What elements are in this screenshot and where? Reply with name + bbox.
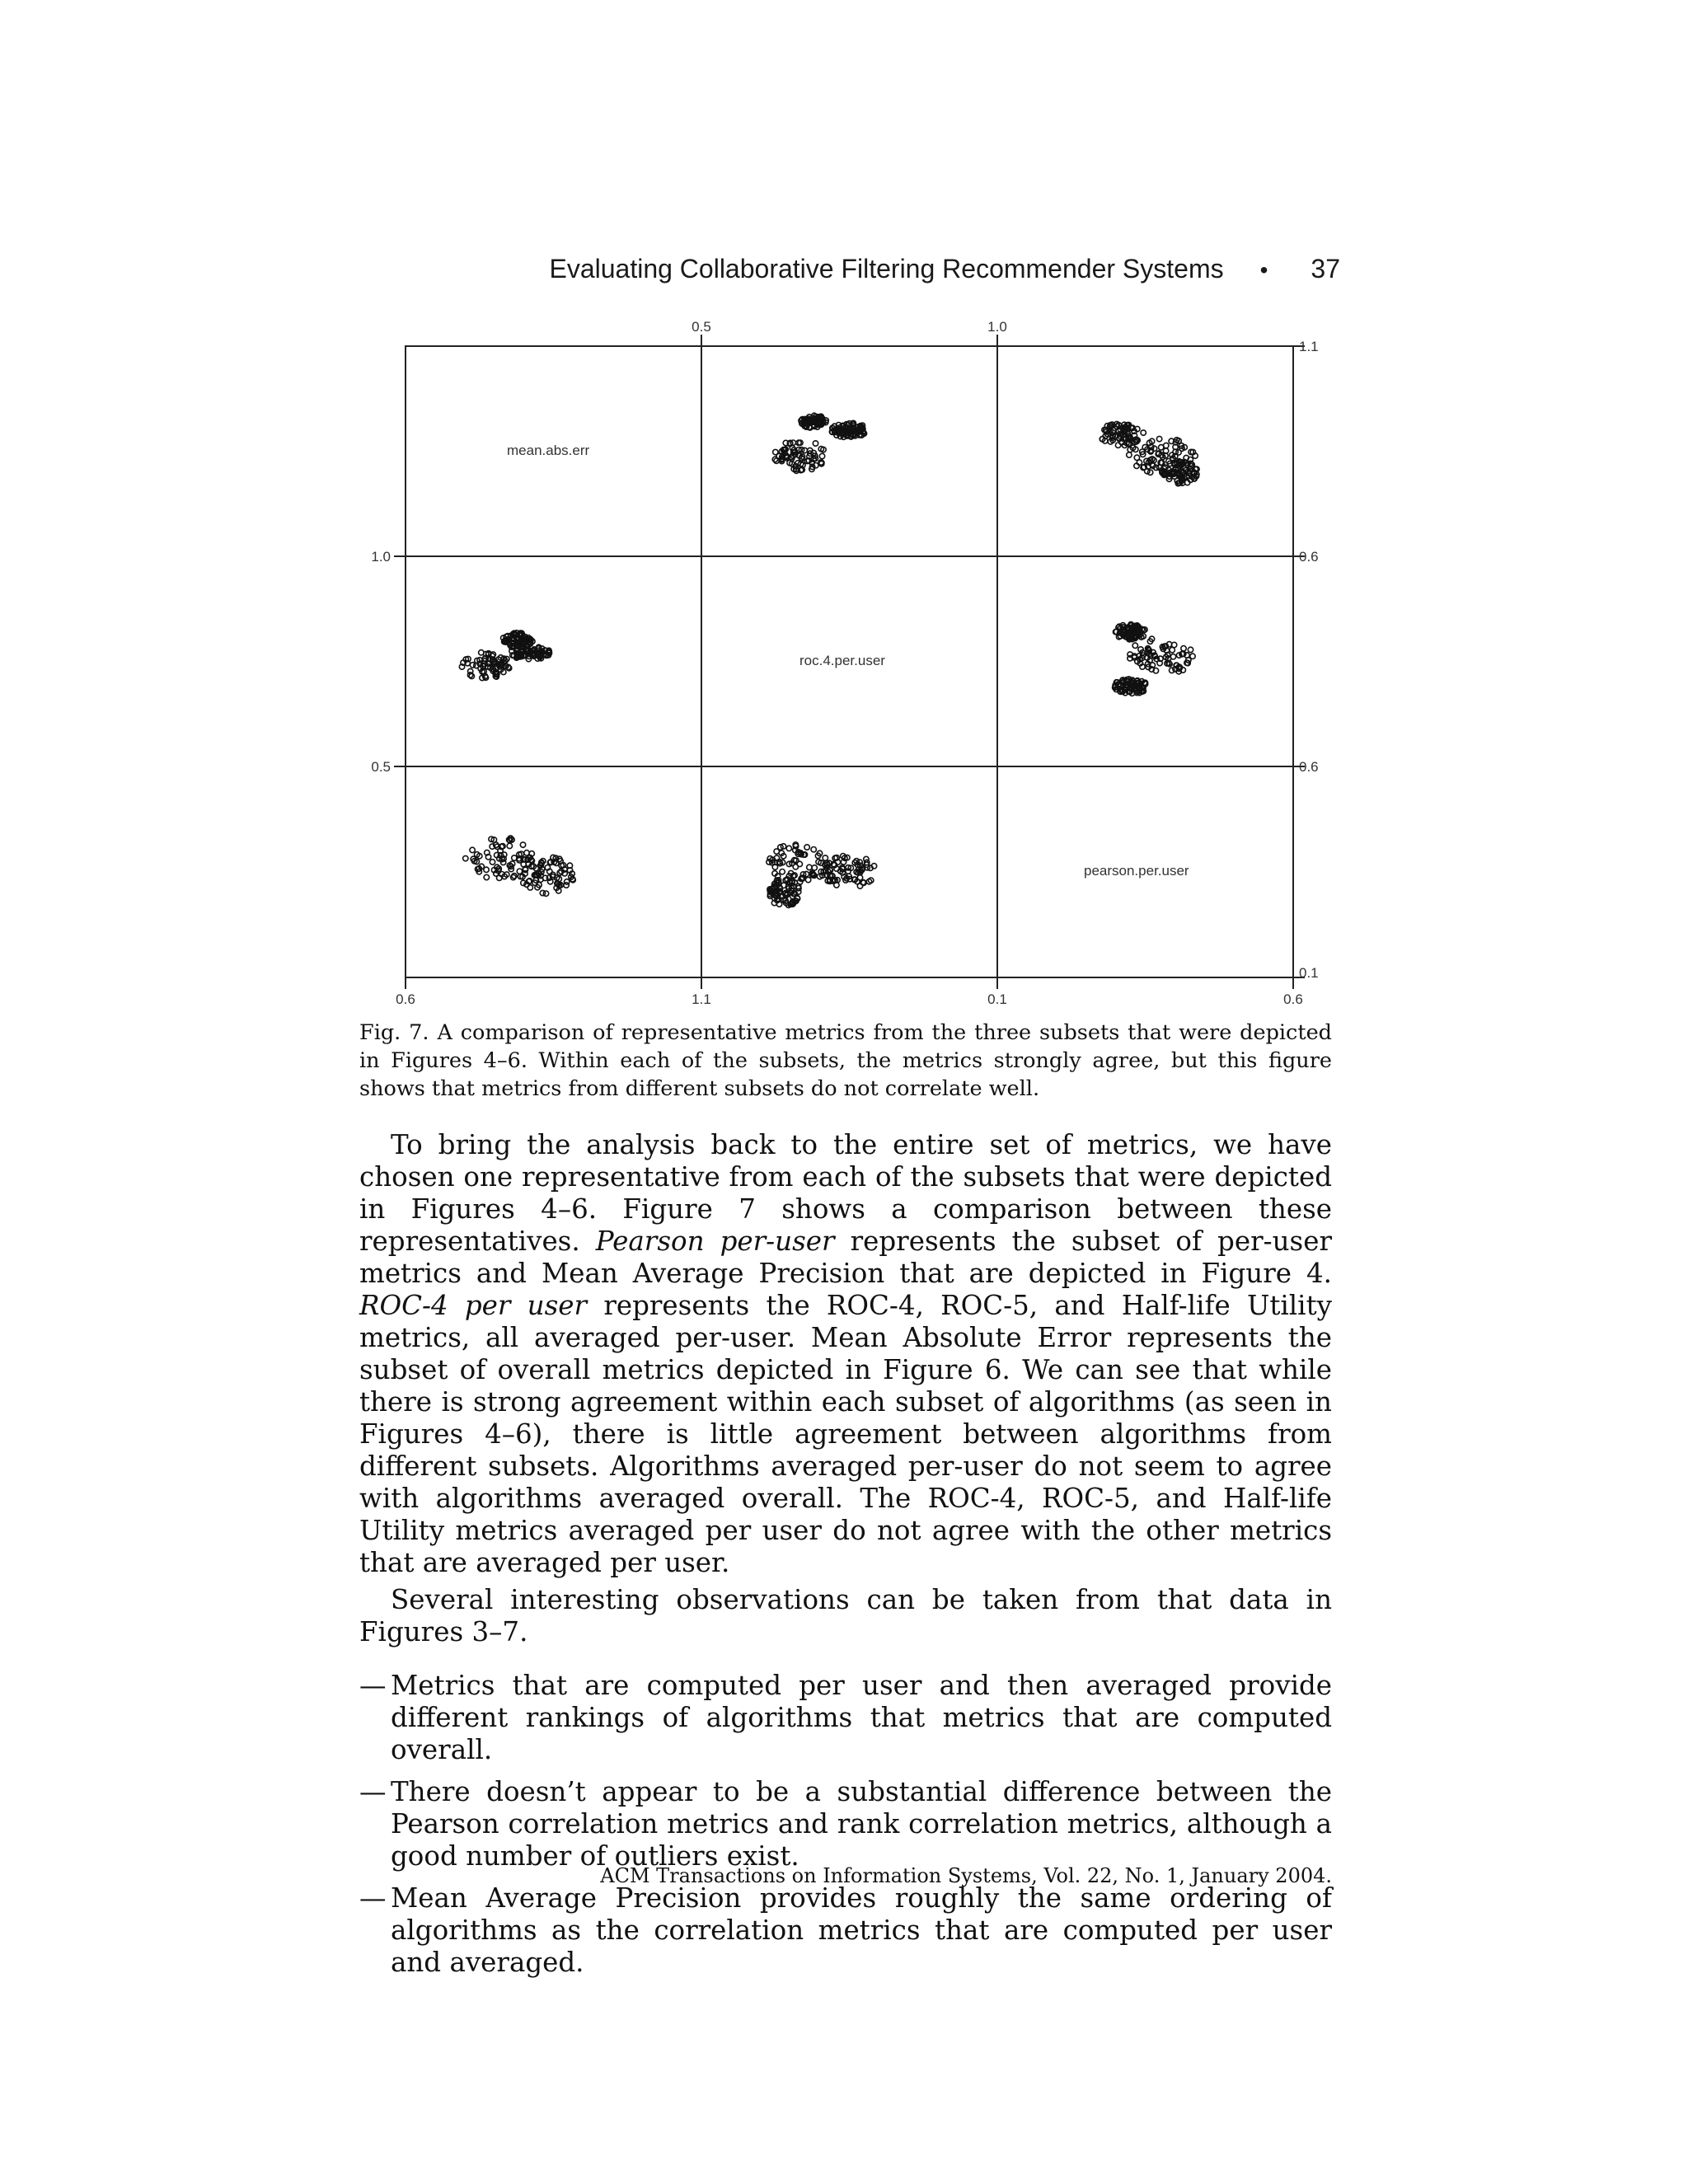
variable-label-roc-4-per-user: roc.4.per.user [799, 653, 885, 668]
scatter-panel-pearson.per.user-vs-mean.abs.err [1100, 421, 1199, 485]
paragraph-1-emphasis-2: ROC-4 per user [359, 1290, 588, 1321]
scatter-point [773, 449, 778, 454]
observation-text: Mean Average Precision provides roughly the same ordering of algorithms as the correlation metrics that are computed per user and averaged. [391, 1882, 1332, 1978]
paragraph-2: Several interesting observations can be taken from that data in Figures 3–7. [359, 1584, 1332, 1647]
scatter-point [819, 453, 824, 458]
top-tick-label-1: 0.5 [692, 319, 711, 335]
paragraph-1-part-a: To bring the analysis back to the entire set of metrics, we have chosen one representative from each of the subsets that were depicted in Figures 4–6. Figure 7 shows a comparison between these representatives. [359, 1129, 1332, 1257]
scatter-point [528, 885, 532, 890]
scatter-point [520, 842, 525, 847]
scatter-point [812, 865, 817, 870]
scatter-point [823, 855, 828, 860]
scatter-point [543, 891, 548, 896]
running-header [359, 254, 1340, 284]
scatter-point [1159, 445, 1164, 450]
scatter-panel-roc.4.per.user-vs-pearson.per.user [767, 842, 877, 908]
scatter-point [467, 673, 472, 677]
scatter-panel-roc.4.per.user-vs-mean.abs.err [772, 413, 866, 473]
scatter-point [1156, 436, 1161, 441]
scatter-point [470, 847, 475, 852]
scatter-point [484, 874, 489, 879]
bottom-tick-label-3: 0.1 [987, 991, 1007, 1007]
observation-item [359, 1882, 1332, 1979]
scatter-point [793, 865, 798, 869]
scatter-point [1127, 452, 1132, 457]
observation-text: There doesn’t appear to be a substantial difference between the Pearson correlation metrics and rank correlation metrics, although a good number of outliers exist. [391, 1776, 1332, 1872]
paragraph-1 [359, 1129, 1332, 1579]
page-number: 37 [1311, 254, 1340, 284]
scatterplot-matrix [354, 313, 1360, 1022]
bottom-tick-label-1: 0.6 [396, 991, 415, 1007]
scatter-panel-pearson.per.user-vs-roc.4.per.user [1113, 622, 1196, 696]
paragraph-1-part-c: represents the ROC-4, ROC-5, and Half-life Utility metrics, all averaged per-user. Mean Absolute Error represents the subset of overall metrics depicted in Figure 6. We can see that while there is strong agreement within each subset of algorithms (as seen in Figures 4–6), there is little agreement between algorithms from different subsets. Algorithms averaged per-user do not seem to agree with algorithms averaged overall. The ROC-4, ROC-5, and Half-life Utility metrics averaged per user do not agree with the other metrics that are averaged per user. [359, 1290, 1332, 1578]
scatter-point [1188, 647, 1193, 652]
scatter-point [807, 865, 812, 869]
left-tick-label-1: 1.0 [371, 549, 391, 565]
scatter-point [1132, 643, 1137, 648]
running-header-title: Evaluating Collaborative Filtering Recommender Systems [549, 254, 1224, 284]
scatter-point [463, 855, 468, 860]
observation-item [359, 1670, 1332, 1766]
scatter-point [490, 860, 495, 865]
body-text [359, 1129, 1332, 1989]
right-tick-label-1: 1.1 [1299, 339, 1319, 354]
scatter-point [517, 869, 522, 874]
right-tick-label-3: 0.6 [1299, 759, 1319, 775]
list-dash: — [359, 1670, 387, 1701]
scatter-panel-mean.abs.err-vs-pearson.per.user [463, 836, 576, 897]
scatter-point [805, 877, 810, 882]
right-tick-label-2: 0.6 [1299, 549, 1319, 565]
scatter-point [564, 883, 569, 888]
bottom-tick-label-2: 1.1 [692, 991, 711, 1007]
variable-label-pearson-per-user: pearson.per.user [1084, 863, 1189, 879]
observation-item [359, 1776, 1332, 1872]
scatter-point [804, 845, 809, 850]
scatter-point [1181, 646, 1186, 651]
top-tick-label-2: 1.0 [987, 319, 1007, 335]
journal-footer: ACM Transactions on Information Systems, Vol. 22, No. 1, January 2004. [600, 1864, 1332, 1887]
scatter-point [1115, 443, 1120, 448]
figure-caption-label: Fig. 7. [359, 1020, 429, 1045]
observation-list [359, 1670, 1332, 1979]
variable-label-mean-abs-err: mean.abs.err [507, 443, 590, 458]
scatter-point [786, 846, 791, 851]
scatter-point [864, 856, 869, 861]
paragraph-1-emphasis-1: Pearson per-user [595, 1226, 835, 1257]
right-tick-label-4: 0.1 [1299, 965, 1319, 981]
scatter-point [811, 847, 816, 852]
left-tick-label-2: 0.5 [371, 759, 391, 775]
observation-text: Metrics that are computed per user and then averaged provide different rankings of algorithms that metrics that are computed overall. [391, 1670, 1332, 1765]
scatter-point [813, 441, 818, 446]
scatter-panel-mean.abs.err-vs-roc.4.per.user [459, 630, 551, 681]
paragraph-1-part-b: represents the subset of per-user metrics and Mean Average Precision that are depicted in Figure 4. [359, 1226, 1332, 1289]
bottom-tick-label-4: 0.6 [1283, 991, 1303, 1007]
figure-caption-text: A comparison of representative metrics from the three subsets that were depicted in Figures 4–6. Within each of the subsets, the metrics strongly agree, but this figure shows that metrics from different subsets do not correlate well. [359, 1020, 1332, 1101]
list-dash: — [359, 1882, 387, 1914]
scatter-point [780, 869, 785, 874]
diagonal-variable-labels [507, 443, 1189, 879]
running-header-bullet: • [1259, 257, 1268, 283]
figure-caption [359, 1019, 1332, 1103]
list-dash: — [359, 1776, 387, 1807]
scatter-point [507, 843, 512, 848]
scatter-point [1141, 430, 1146, 435]
